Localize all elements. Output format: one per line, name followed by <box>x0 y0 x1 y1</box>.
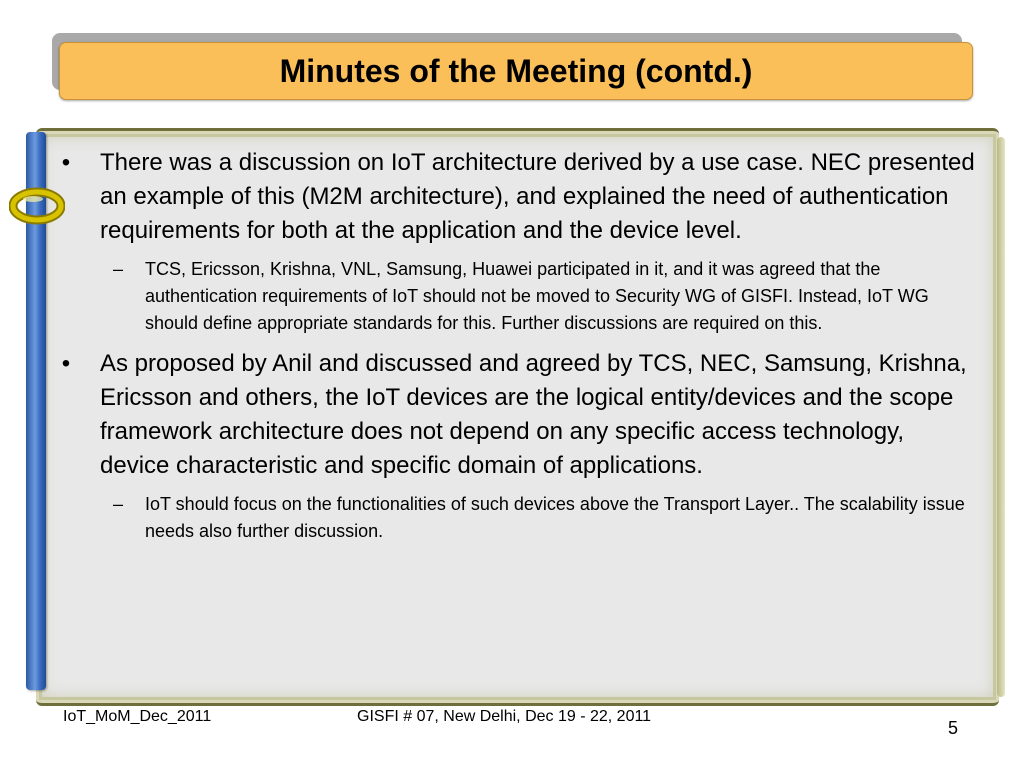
bullet-item <box>56 347 976 483</box>
scroll-edge <box>997 137 1005 697</box>
bullet-text: There was a discussion on IoT architecture derived by a use case. NEC presented an example of this (M2M architecture), and explained the need of authentication requirements for both at the application and the device level. <box>100 149 975 244</box>
sub-bullet-marker: – <box>113 494 124 514</box>
footer-center-label: GISFI # 07, New Delhi, Dec 19 - 22, 2011 <box>357 708 652 725</box>
sub-bullet-text: TCS, Ericsson, Krishna, VNL, Samsung, Huawei participated in it, and it was agreed that the authentication requirements of IoT should not be moved to Security WG of GISFI. Instead, IoT WG should define appropriate standards for this. Further discussions are required on this. <box>145 259 929 333</box>
bullet-marker: • <box>61 149 71 176</box>
bullet-item <box>56 146 976 248</box>
bullet-marker: • <box>61 350 71 377</box>
slide-content <box>56 146 976 545</box>
sub-bullet-item <box>56 491 976 545</box>
page-number: 5 <box>948 718 959 738</box>
sub-bullet-item <box>56 256 976 337</box>
footer-left-label: IoT_MoM_Dec_2011 <box>63 708 212 725</box>
title-banner <box>59 42 973 100</box>
slide-title: Minutes of the Meeting (contd.) <box>279 52 753 89</box>
sub-bullet-marker: – <box>113 259 124 279</box>
bullet-text: As proposed by Anil and discussed and agreed by TCS, NEC, Samsung, Krishna, Ericsson and others, the IoT devices are the logical entity/devices and the scope framework architecture does not depend on any specific access technology, device characteristic and specific domain of applications. <box>100 350 967 479</box>
sub-bullet-text: IoT should focus on the functionalities of such devices above the Transport Layer.. The scalability issue needs also further discussion. <box>145 494 965 541</box>
